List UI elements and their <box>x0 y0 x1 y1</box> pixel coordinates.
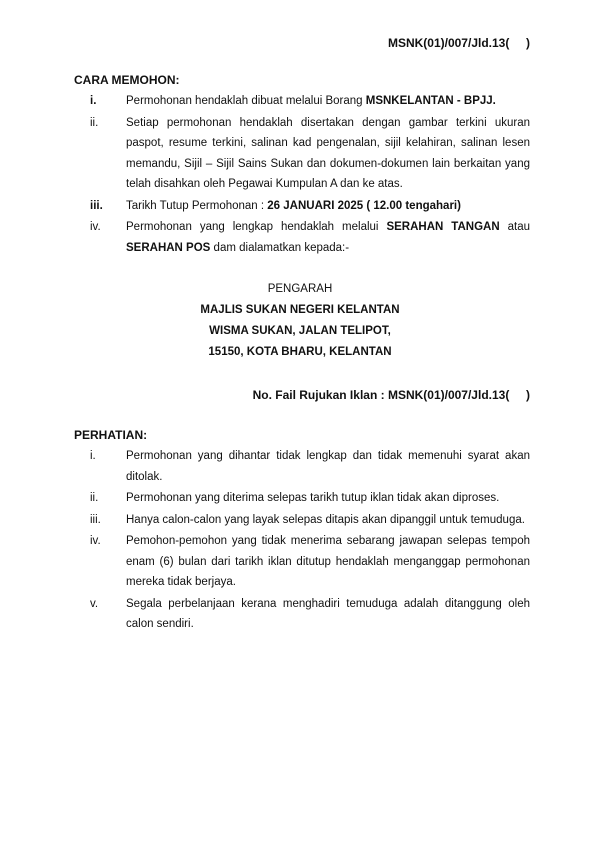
list-item <box>74 113 530 195</box>
item-text-bold: MSNKELANTAN - BPJJ. <box>365 95 496 107</box>
item-number: i. <box>90 95 97 107</box>
item-number: i. <box>90 450 96 462</box>
list-item <box>74 91 530 112</box>
item-number: iii. <box>90 199 103 212</box>
address-line: 15150, KOTA BHARU, KELANTAN <box>208 346 392 358</box>
file-reference: No. Fail Rujukan Iklan : MSNK(01)/007/Jld.13( ) <box>252 388 530 402</box>
item-text: Permohonan yang lengkap hendaklah melalui <box>126 221 387 233</box>
item-number: iii. <box>90 513 101 526</box>
list-item <box>74 446 530 487</box>
list-item <box>74 196 530 217</box>
perhatian-heading: PERHATIAN: <box>74 428 148 442</box>
item-text-bold: SERAHAN TANGAN <box>386 221 500 233</box>
list-item <box>74 531 530 593</box>
address-line: WISMA SUKAN, JALAN TELIPOT, <box>209 325 391 337</box>
item-number: v. <box>90 597 99 610</box>
list-item <box>74 510 530 531</box>
document-reference: MSNK(01)/007/Jld.13( ) <box>387 36 530 50</box>
item-text: Permohonan yang dihantar tidak lengkap dan tidak memenuhi syarat akan ditolak. <box>126 450 530 483</box>
address-line: MAJLIS SUKAN NEGERI KELANTAN <box>200 304 400 316</box>
item-text: Permohonan hendaklah dibuat melalui Borang <box>126 95 366 107</box>
item-text: Pemohon-pemohon yang tidak menerima sebarang jawapan selepas tempoh enam (6) bulan dari tarikh iklan ditutup hendaklah menganggap permohonan mereka tidak berjaya. <box>126 535 530 588</box>
item-number: iv. <box>90 221 101 233</box>
list-item <box>74 217 530 258</box>
mailing-address <box>0 279 600 363</box>
item-text: Tarikh Tutup Permohonan : <box>126 199 268 212</box>
item-text: dam dialamatkan kepada:- <box>210 241 350 254</box>
list-item <box>74 594 530 635</box>
cara-memohon-list <box>74 91 530 259</box>
item-number: ii. <box>90 116 99 129</box>
item-text: Setiap permohonan hendaklah disertakan dengan gambar terkini ukuran paspot, resume terkini, salinan kad pengenalan, sijil kelahiran, salinan lesen memandu, Sijil – Sijil Sains Sukan dan dokumen-dokumen lain berkaitan yang telah disahkan oleh Pegawai Kumpulan A dan ke atas. <box>126 116 530 190</box>
closing-date: 26 JANUARI 2025 ( 12.00 tengahari) <box>267 199 461 212</box>
item-text: Hanya calon-calon yang layak selepas ditapis akan dipanggil untuk temuduga. <box>126 513 525 526</box>
address-line: PENGARAH <box>267 283 333 295</box>
item-text-bold: SERAHAN POS <box>126 241 211 254</box>
item-text: Segala perbelanjaan kerana menghadiri temuduga adalah ditanggung oleh calon sendiri. <box>126 597 530 630</box>
item-number: iv. <box>90 535 101 547</box>
cara-memohon-heading: CARA MEMOHON: <box>74 73 180 87</box>
list-item <box>74 488 530 509</box>
item-text: Permohonan yang diterima selepas tarikh tutup iklan tidak akan diproses. <box>126 492 500 504</box>
perhatian-list <box>74 446 530 636</box>
item-number: ii. <box>90 492 99 504</box>
item-text: atau <box>499 221 530 233</box>
